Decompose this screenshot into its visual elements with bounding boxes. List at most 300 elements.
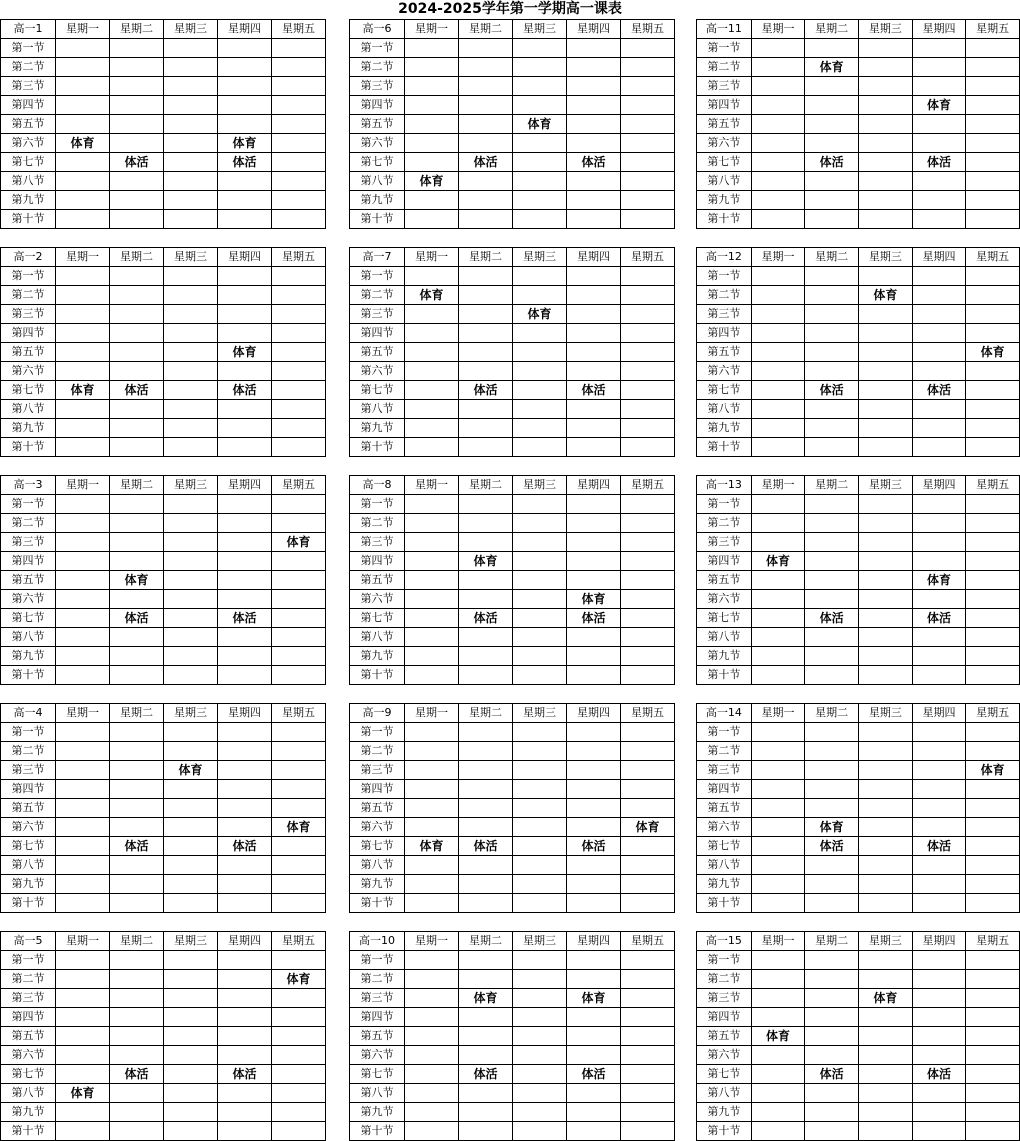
period-row bbox=[697, 1122, 1020, 1141]
empty-cell bbox=[272, 172, 326, 191]
empty-cell bbox=[859, 153, 913, 172]
empty-cell bbox=[405, 400, 459, 419]
empty-cell bbox=[459, 1046, 513, 1065]
empty-cell bbox=[912, 210, 966, 229]
period-label: 第二节 bbox=[697, 742, 752, 761]
empty-cell bbox=[56, 552, 110, 571]
period-label: 第五节 bbox=[697, 799, 752, 818]
empty-cell bbox=[859, 799, 913, 818]
period-row bbox=[697, 609, 1020, 628]
empty-cell bbox=[966, 267, 1020, 286]
empty-cell bbox=[567, 96, 621, 115]
empty-cell bbox=[859, 742, 913, 761]
lesson-cell: 体活 bbox=[567, 1065, 621, 1084]
class-timetable bbox=[696, 19, 1020, 229]
class-timetable bbox=[349, 247, 675, 457]
header-row bbox=[1, 704, 326, 723]
period-row bbox=[350, 400, 675, 419]
empty-cell bbox=[912, 514, 966, 533]
period-label: 第十节 bbox=[1, 894, 56, 913]
day-header: 星期二 bbox=[459, 704, 513, 723]
empty-cell bbox=[513, 837, 567, 856]
empty-cell bbox=[405, 495, 459, 514]
empty-cell bbox=[751, 39, 805, 58]
empty-cell bbox=[272, 324, 326, 343]
empty-cell bbox=[513, 400, 567, 419]
empty-cell bbox=[56, 362, 110, 381]
day-header: 星期二 bbox=[805, 248, 859, 267]
empty-cell bbox=[621, 1103, 675, 1122]
empty-cell bbox=[56, 875, 110, 894]
class-name: 高一6 bbox=[350, 20, 405, 39]
header-row bbox=[350, 20, 675, 39]
header-row bbox=[697, 932, 1020, 951]
period-label: 第五节 bbox=[350, 799, 405, 818]
period-row bbox=[350, 1027, 675, 1046]
day-header: 星期一 bbox=[56, 704, 110, 723]
empty-cell bbox=[859, 951, 913, 970]
day-header: 星期二 bbox=[459, 20, 513, 39]
day-header: 星期一 bbox=[751, 248, 805, 267]
empty-cell bbox=[459, 571, 513, 590]
period-label: 第四节 bbox=[697, 780, 752, 799]
period-label: 第七节 bbox=[697, 609, 752, 628]
period-label: 第十节 bbox=[1, 1122, 56, 1141]
empty-cell bbox=[751, 58, 805, 77]
empty-cell bbox=[805, 400, 859, 419]
empty-cell bbox=[751, 571, 805, 590]
empty-cell bbox=[405, 343, 459, 362]
empty-cell bbox=[272, 571, 326, 590]
empty-cell bbox=[164, 609, 218, 628]
empty-cell bbox=[966, 286, 1020, 305]
empty-cell bbox=[272, 894, 326, 913]
period-row bbox=[1, 115, 326, 134]
empty-cell bbox=[272, 1084, 326, 1103]
period-label: 第三节 bbox=[697, 305, 752, 324]
period-label: 第八节 bbox=[350, 856, 405, 875]
empty-cell bbox=[805, 343, 859, 362]
empty-cell bbox=[218, 1008, 272, 1027]
lesson-cell: 体育 bbox=[912, 571, 966, 590]
class-name: 高一12 bbox=[697, 248, 752, 267]
empty-cell bbox=[859, 191, 913, 210]
empty-cell bbox=[567, 514, 621, 533]
day-header: 星期五 bbox=[621, 704, 675, 723]
header-row bbox=[1, 476, 326, 495]
period-row bbox=[697, 799, 1020, 818]
empty-cell bbox=[513, 1027, 567, 1046]
period-row bbox=[697, 666, 1020, 685]
day-header: 星期五 bbox=[272, 20, 326, 39]
empty-cell bbox=[56, 989, 110, 1008]
empty-cell bbox=[272, 58, 326, 77]
empty-cell bbox=[513, 134, 567, 153]
empty-cell bbox=[912, 970, 966, 989]
period-row bbox=[350, 39, 675, 58]
period-row bbox=[1, 1103, 326, 1122]
period-label: 第六节 bbox=[1, 362, 56, 381]
day-header: 星期三 bbox=[164, 476, 218, 495]
empty-cell bbox=[513, 723, 567, 742]
class-timetable bbox=[349, 703, 675, 913]
empty-cell bbox=[805, 96, 859, 115]
empty-cell bbox=[56, 970, 110, 989]
day-header: 星期二 bbox=[805, 20, 859, 39]
period-row bbox=[350, 1103, 675, 1122]
period-label: 第四节 bbox=[1, 324, 56, 343]
day-header: 星期四 bbox=[567, 20, 621, 39]
empty-cell bbox=[56, 666, 110, 685]
empty-cell bbox=[751, 1046, 805, 1065]
empty-cell bbox=[56, 837, 110, 856]
day-header: 星期四 bbox=[567, 476, 621, 495]
empty-cell bbox=[164, 533, 218, 552]
empty-cell bbox=[513, 1065, 567, 1084]
period-label: 第三节 bbox=[350, 533, 405, 552]
period-label: 第二节 bbox=[1, 970, 56, 989]
empty-cell bbox=[912, 951, 966, 970]
empty-cell bbox=[805, 210, 859, 229]
period-row bbox=[350, 552, 675, 571]
empty-cell bbox=[859, 875, 913, 894]
empty-cell bbox=[164, 419, 218, 438]
day-header: 星期五 bbox=[621, 20, 675, 39]
empty-cell bbox=[912, 533, 966, 552]
period-label: 第四节 bbox=[350, 96, 405, 115]
period-row bbox=[350, 134, 675, 153]
period-row bbox=[697, 419, 1020, 438]
empty-cell bbox=[513, 267, 567, 286]
period-row bbox=[350, 1008, 675, 1027]
period-label: 第三节 bbox=[697, 761, 752, 780]
empty-cell bbox=[513, 96, 567, 115]
period-label: 第六节 bbox=[1, 134, 56, 153]
empty-cell bbox=[912, 1122, 966, 1141]
class-name: 高一11 bbox=[697, 20, 752, 39]
lesson-cell: 体活 bbox=[110, 609, 164, 628]
class-timetable bbox=[696, 703, 1020, 913]
empty-cell bbox=[218, 628, 272, 647]
period-label: 第六节 bbox=[1, 818, 56, 837]
empty-cell bbox=[621, 552, 675, 571]
class-timetable bbox=[349, 475, 675, 685]
empty-cell bbox=[751, 77, 805, 96]
period-label: 第五节 bbox=[697, 1027, 752, 1046]
empty-cell bbox=[966, 495, 1020, 514]
empty-cell bbox=[272, 590, 326, 609]
empty-cell bbox=[56, 77, 110, 96]
empty-cell bbox=[805, 533, 859, 552]
empty-cell bbox=[405, 305, 459, 324]
empty-cell bbox=[110, 989, 164, 1008]
empty-cell bbox=[912, 780, 966, 799]
empty-cell bbox=[272, 989, 326, 1008]
period-label: 第十节 bbox=[350, 1122, 405, 1141]
period-row bbox=[697, 172, 1020, 191]
empty-cell bbox=[751, 837, 805, 856]
empty-cell bbox=[621, 362, 675, 381]
empty-cell bbox=[567, 495, 621, 514]
empty-cell bbox=[164, 514, 218, 533]
empty-cell bbox=[405, 39, 459, 58]
empty-cell bbox=[567, 362, 621, 381]
lesson-cell: 体育 bbox=[805, 818, 859, 837]
empty-cell bbox=[218, 818, 272, 837]
empty-cell bbox=[567, 552, 621, 571]
empty-cell bbox=[164, 1046, 218, 1065]
period-row bbox=[350, 628, 675, 647]
day-header: 星期五 bbox=[966, 20, 1020, 39]
empty-cell bbox=[110, 970, 164, 989]
lesson-cell: 体育 bbox=[405, 837, 459, 856]
empty-cell bbox=[164, 400, 218, 419]
empty-cell bbox=[513, 1122, 567, 1141]
period-row bbox=[1, 1046, 326, 1065]
empty-cell bbox=[805, 970, 859, 989]
empty-cell bbox=[164, 267, 218, 286]
lesson-cell: 体活 bbox=[805, 153, 859, 172]
empty-cell bbox=[859, 837, 913, 856]
empty-cell bbox=[513, 77, 567, 96]
empty-cell bbox=[218, 799, 272, 818]
period-row bbox=[350, 951, 675, 970]
day-header: 星期一 bbox=[405, 248, 459, 267]
empty-cell bbox=[272, 305, 326, 324]
lesson-cell: 体活 bbox=[110, 1065, 164, 1084]
empty-cell bbox=[218, 1027, 272, 1046]
period-label: 第八节 bbox=[1, 628, 56, 647]
empty-cell bbox=[567, 742, 621, 761]
empty-cell bbox=[859, 647, 913, 666]
empty-cell bbox=[272, 77, 326, 96]
period-label: 第七节 bbox=[697, 837, 752, 856]
period-label: 第一节 bbox=[697, 495, 752, 514]
empty-cell bbox=[218, 419, 272, 438]
period-label: 第一节 bbox=[1, 723, 56, 742]
day-header: 星期一 bbox=[751, 20, 805, 39]
empty-cell bbox=[164, 438, 218, 457]
empty-cell bbox=[110, 77, 164, 96]
empty-cell bbox=[805, 77, 859, 96]
empty-cell bbox=[621, 780, 675, 799]
empty-cell bbox=[110, 400, 164, 419]
empty-cell bbox=[966, 1008, 1020, 1027]
empty-cell bbox=[110, 58, 164, 77]
empty-cell bbox=[405, 134, 459, 153]
empty-cell bbox=[56, 628, 110, 647]
empty-cell bbox=[164, 96, 218, 115]
empty-cell bbox=[621, 894, 675, 913]
empty-cell bbox=[272, 495, 326, 514]
period-row bbox=[350, 780, 675, 799]
empty-cell bbox=[966, 191, 1020, 210]
period-label: 第十节 bbox=[697, 666, 752, 685]
empty-cell bbox=[164, 856, 218, 875]
period-label: 第三节 bbox=[1, 77, 56, 96]
class-timetable bbox=[0, 475, 326, 685]
empty-cell bbox=[513, 761, 567, 780]
empty-cell bbox=[110, 96, 164, 115]
empty-cell bbox=[859, 723, 913, 742]
period-row bbox=[1, 400, 326, 419]
empty-cell bbox=[912, 875, 966, 894]
day-header: 星期三 bbox=[859, 248, 913, 267]
empty-cell bbox=[912, 1046, 966, 1065]
empty-cell bbox=[459, 172, 513, 191]
empty-cell bbox=[405, 989, 459, 1008]
period-row bbox=[1, 989, 326, 1008]
empty-cell bbox=[805, 856, 859, 875]
period-row bbox=[1, 343, 326, 362]
empty-cell bbox=[459, 58, 513, 77]
empty-cell bbox=[966, 153, 1020, 172]
empty-cell bbox=[110, 495, 164, 514]
empty-cell bbox=[459, 419, 513, 438]
empty-cell bbox=[405, 96, 459, 115]
empty-cell bbox=[513, 609, 567, 628]
empty-cell bbox=[218, 1046, 272, 1065]
empty-cell bbox=[567, 647, 621, 666]
empty-cell bbox=[751, 514, 805, 533]
empty-cell bbox=[164, 628, 218, 647]
period-row bbox=[350, 343, 675, 362]
empty-cell bbox=[56, 761, 110, 780]
day-header: 星期三 bbox=[513, 20, 567, 39]
period-label: 第七节 bbox=[1, 1065, 56, 1084]
period-row bbox=[350, 495, 675, 514]
empty-cell bbox=[164, 989, 218, 1008]
empty-cell bbox=[110, 343, 164, 362]
day-header: 星期四 bbox=[218, 476, 272, 495]
period-row bbox=[350, 438, 675, 457]
period-row bbox=[1, 742, 326, 761]
empty-cell bbox=[912, 495, 966, 514]
empty-cell bbox=[859, 514, 913, 533]
empty-cell bbox=[56, 210, 110, 229]
empty-cell bbox=[567, 191, 621, 210]
empty-cell bbox=[567, 77, 621, 96]
page-title: 2024-2025学年第一学期高一课表 bbox=[398, 1, 622, 17]
empty-cell bbox=[621, 571, 675, 590]
lesson-cell: 体育 bbox=[164, 761, 218, 780]
empty-cell bbox=[459, 628, 513, 647]
period-row bbox=[697, 780, 1020, 799]
empty-cell bbox=[164, 1008, 218, 1027]
empty-cell bbox=[567, 115, 621, 134]
period-row bbox=[350, 172, 675, 191]
empty-cell bbox=[621, 875, 675, 894]
empty-cell bbox=[405, 647, 459, 666]
empty-cell bbox=[513, 172, 567, 191]
empty-cell bbox=[621, 172, 675, 191]
empty-cell bbox=[912, 647, 966, 666]
day-header: 星期一 bbox=[751, 932, 805, 951]
period-row bbox=[350, 514, 675, 533]
empty-cell bbox=[110, 799, 164, 818]
empty-cell bbox=[405, 628, 459, 647]
empty-cell bbox=[751, 533, 805, 552]
day-header: 星期二 bbox=[459, 932, 513, 951]
period-row bbox=[697, 552, 1020, 571]
period-label: 第七节 bbox=[350, 153, 405, 172]
period-row bbox=[350, 1084, 675, 1103]
period-row bbox=[697, 647, 1020, 666]
lesson-cell: 体育 bbox=[513, 115, 567, 134]
empty-cell bbox=[272, 267, 326, 286]
empty-cell bbox=[859, 419, 913, 438]
empty-cell bbox=[405, 723, 459, 742]
empty-cell bbox=[218, 77, 272, 96]
period-row bbox=[1, 77, 326, 96]
empty-cell bbox=[56, 1046, 110, 1065]
period-row bbox=[1, 666, 326, 685]
day-header: 星期四 bbox=[218, 704, 272, 723]
empty-cell bbox=[751, 305, 805, 324]
period-label: 第六节 bbox=[697, 818, 752, 837]
period-label: 第九节 bbox=[1, 419, 56, 438]
class-timetable bbox=[0, 931, 326, 1141]
empty-cell bbox=[405, 666, 459, 685]
period-label: 第四节 bbox=[697, 96, 752, 115]
period-label: 第六节 bbox=[697, 590, 752, 609]
empty-cell bbox=[272, 1046, 326, 1065]
lesson-cell: 体活 bbox=[459, 1065, 513, 1084]
day-header: 星期四 bbox=[912, 476, 966, 495]
lesson-cell: 体活 bbox=[110, 381, 164, 400]
empty-cell bbox=[805, 1122, 859, 1141]
empty-cell bbox=[567, 400, 621, 419]
period-label: 第九节 bbox=[697, 647, 752, 666]
empty-cell bbox=[859, 818, 913, 837]
period-label: 第七节 bbox=[697, 153, 752, 172]
empty-cell bbox=[966, 134, 1020, 153]
empty-cell bbox=[110, 647, 164, 666]
empty-cell bbox=[459, 742, 513, 761]
class-timetable bbox=[696, 931, 1020, 1141]
empty-cell bbox=[751, 856, 805, 875]
empty-cell bbox=[912, 267, 966, 286]
period-label: 第五节 bbox=[350, 343, 405, 362]
empty-cell bbox=[56, 286, 110, 305]
empty-cell bbox=[859, 343, 913, 362]
empty-cell bbox=[621, 210, 675, 229]
period-row bbox=[697, 495, 1020, 514]
empty-cell bbox=[567, 172, 621, 191]
empty-cell bbox=[56, 1103, 110, 1122]
empty-cell bbox=[405, 780, 459, 799]
empty-cell bbox=[567, 951, 621, 970]
period-row bbox=[697, 723, 1020, 742]
empty-cell bbox=[459, 666, 513, 685]
period-row bbox=[1, 1084, 326, 1103]
empty-cell bbox=[513, 780, 567, 799]
empty-cell bbox=[164, 951, 218, 970]
empty-cell bbox=[805, 1046, 859, 1065]
empty-cell bbox=[751, 1065, 805, 1084]
header-row bbox=[1, 932, 326, 951]
day-header: 星期三 bbox=[859, 476, 913, 495]
empty-cell bbox=[621, 533, 675, 552]
period-row bbox=[350, 989, 675, 1008]
class-name: 高一15 bbox=[697, 932, 752, 951]
empty-cell bbox=[805, 286, 859, 305]
empty-cell bbox=[405, 533, 459, 552]
period-row bbox=[350, 590, 675, 609]
lesson-cell: 体活 bbox=[218, 1065, 272, 1084]
day-header: 星期五 bbox=[966, 476, 1020, 495]
lesson-cell: 体活 bbox=[218, 609, 272, 628]
